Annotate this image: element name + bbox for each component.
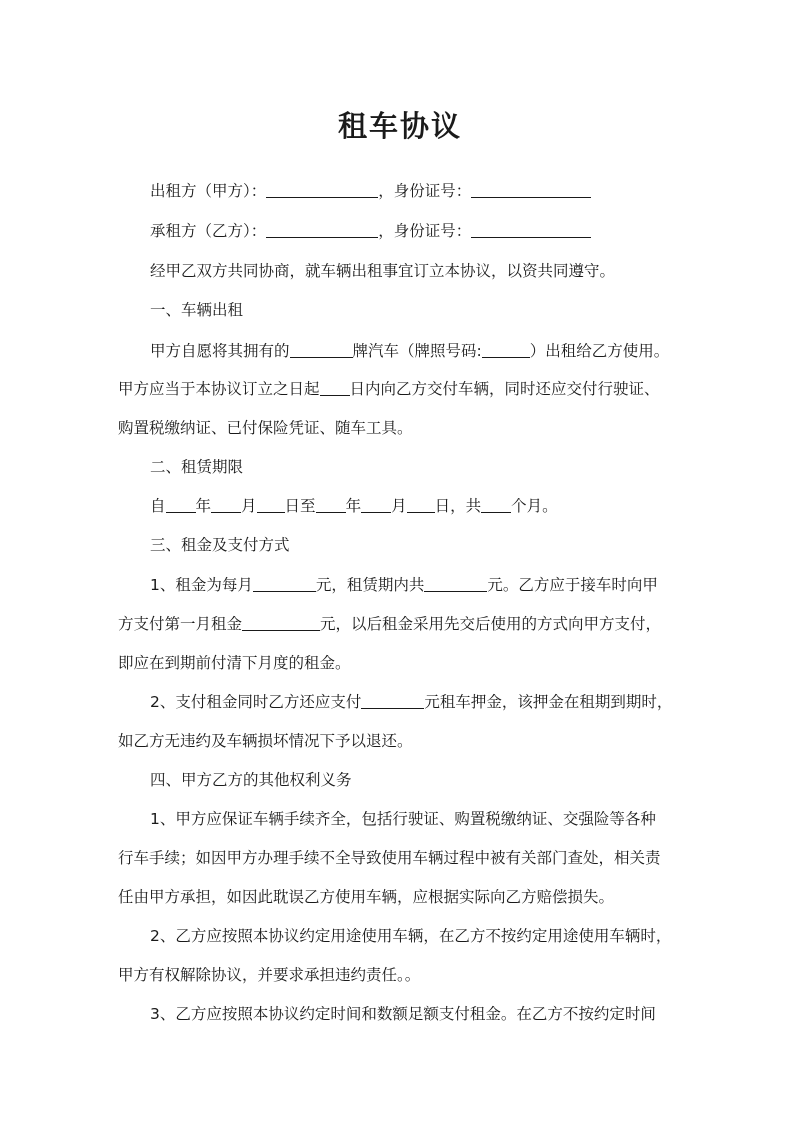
start-year-blank — [166, 496, 196, 513]
section-2-heading: 二、租赁期限 — [150, 458, 244, 476]
lessee-line — [150, 221, 591, 241]
lessee-id-blank — [471, 221, 591, 238]
section-1-text: 甲方应当于本协议订立之日起 — [118, 380, 320, 398]
lessee-name-blank — [266, 221, 378, 238]
rent-line-2 — [118, 614, 661, 634]
document-title: 租车协议 — [337, 109, 462, 143]
lessor-name-blank — [266, 181, 378, 198]
end-month-blank — [361, 496, 391, 513]
rent-text: 方支付第一月租金 — [118, 615, 243, 633]
lease-text: 自 — [150, 497, 166, 515]
lease-text: 月 — [241, 497, 257, 515]
deposit-text: 2、支付租金同时乙方还应支付 — [150, 693, 362, 711]
section-1-text: 牌汽车（牌照号码: — [352, 342, 482, 360]
deposit-amount-blank — [361, 692, 424, 709]
start-day-blank — [257, 496, 285, 513]
section-3-heading: 三、租金及支付方式 — [150, 536, 290, 554]
section-4-p1-line-3: 任由甲方承担，如因此耽误乙方使用车辆，应根据实际向乙方赔偿损失。 — [118, 888, 615, 906]
section-4-p3-line-1: 3、乙方应按照本协议约定时间和数额足额支付租金。在乙方不按约定时间 — [150, 1005, 656, 1023]
end-day-blank — [407, 496, 435, 513]
section-1-line-3: 购置税缴纳证、已付保险凭证、随车工具。 — [118, 419, 413, 437]
deposit-line-2: 如乙方无违约及车辆损坏情况下予以退还。 — [118, 732, 413, 750]
rent-text: 元，租赁期内共 — [315, 576, 425, 594]
rent-line-3: 即应在到期前付清下月度的租金。 — [118, 654, 351, 672]
rent-line-1 — [150, 575, 658, 595]
lease-text: 日至 — [284, 497, 316, 515]
lessor-label: 出租方（甲方）： — [150, 182, 267, 200]
lease-text: 日，共 — [434, 497, 482, 515]
delivery-days-blank — [320, 379, 350, 396]
lessor-id-label: ，身份证号： — [378, 182, 472, 200]
car-brand-blank — [290, 341, 353, 358]
total-months-blank — [481, 496, 511, 513]
lessee-id-label: ，身份证号： — [378, 222, 472, 240]
plate-number-blank — [482, 341, 530, 358]
lessor-line — [150, 181, 591, 201]
deposit-text: 元租车押金，该押金在租期到期时， — [424, 693, 673, 711]
lease-text: 年 — [345, 497, 362, 515]
lessee-label: 承租方（乙方）： — [150, 222, 267, 240]
section-1-heading: 一、车辆出租 — [150, 301, 244, 319]
lease-text: 月 — [391, 497, 407, 515]
first-month-rent-blank — [242, 614, 320, 631]
section-4-p1-line-2: 行车手续；如因甲方办理手续不全导致使用车辆过程中被有关部门查处，相关责 — [118, 849, 661, 867]
rent-text: 元，以后租金采用先交后使用的方式向甲方支付， — [320, 615, 662, 633]
section-1-line-1 — [150, 341, 669, 361]
section-1-text: 甲方自愿将其拥有的 — [150, 342, 290, 360]
lessor-id-blank — [471, 181, 591, 198]
start-month-blank — [211, 496, 241, 513]
end-year-blank — [316, 496, 346, 513]
rent-text: 1、租金为每月 — [150, 576, 253, 594]
section-1-text: ）出租给乙方使用。 — [529, 342, 670, 360]
deposit-line-1 — [150, 692, 672, 712]
monthly-rent-blank — [253, 575, 316, 592]
rent-text: 元。乙方应于接车时向甲 — [487, 576, 658, 594]
section-4-p2-line-2: 甲方有权解除协议，并要求承担违约责任。。 — [118, 966, 421, 984]
section-4-p1-line-1: 1、甲方应保证车辆手续齐全，包括行驶证、购置税缴纳证、交强险等各种 — [150, 810, 656, 828]
section-1-line-2 — [118, 379, 660, 399]
section-4-heading: 四、甲方乙方的其他权利义务 — [150, 771, 352, 789]
lease-text: 年 — [195, 497, 212, 515]
section-1-text: 日内向乙方交付车辆，同时还应交付行驶证、 — [349, 380, 660, 398]
lease-text: 个月。 — [511, 497, 558, 515]
section-4-p2-line-1: 2、乙方应按照本协议约定用途使用车辆，在乙方不按约定用途使用车辆时， — [150, 927, 672, 945]
lease-period-line — [150, 496, 558, 516]
total-rent-blank — [424, 575, 487, 592]
intro-text: 经甲乙双方共同协商，就车辆出租事宜订立本协议，以资共同遵守。 — [150, 262, 616, 280]
